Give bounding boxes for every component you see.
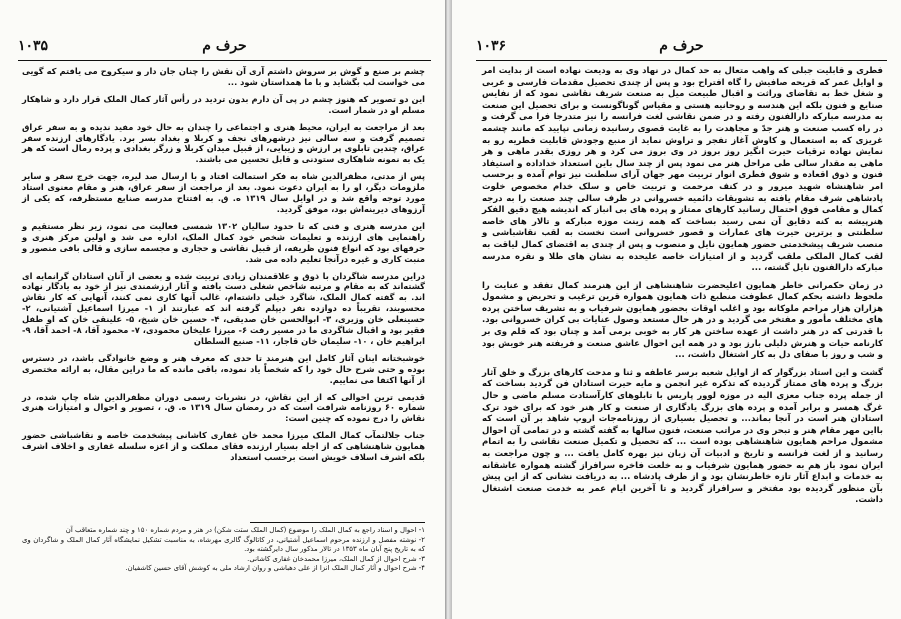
right-page-body [482, 66, 883, 513]
footnote-3: ۳- شرح احوال از کمال الملک، میرزا محمدخان غفاری کاشانی. [247, 554, 425, 563]
right-paragraph-3: گشت و این استاد بزرگوار که از اوایل شعبه برسر عاطفه و ثنا و مدحت کارهای بزرگ و خلق آثار بزرگ و پرده های ممتاز گردیده که تذکره غیر انجمن و مایه حیرت استادان فن گردید بساخت که از جمله پرده جناب معزی الیه در موزه لوور پاریس با تابلوهای کارآستادت مسلم ماضی و حال غرگ همسر و برابر آمده و پرده های بزرگ یادگاری از صنعت و کار هنر خود که برای خود ترک استادان هنر است در آنجا بماند... و تحصیل بسیاری از روزنامه‌جات اروپ شاهد بر آن است که بااین مهر مقام هنر و تبحر وی در مراتب صنعت، فنون سالها به گفته گشته و در تمامی آن احوال مشمول مراحم همایون شاهنشاهی بوده است ... که تحصیل و تکمیل صنعت نقاشی را به اتمام رسانید و از لغت فرانسه و تاریخ و ادبیات آن زبان نیز بهره کامل یافت ... و چون مراجعت به ایران نمود باز هم به حضور همایون شرفیاب و به خلعت فاخره سرافراز گشته همواره عاشقانه به خدمات و ابداع آثار تازه خاطرنشان بود و از طرف پادشاه ... به دریافت نشانی که از این پیش بآن منظور گردیده بود مفتخر و سرافراز گردید و تا آخرین ایام عمر به خدمت صنعت اشتغال داشت. [482, 367, 883, 506]
left-paragraph-4: پس از مدتی، مظفرالدین شاه به فکر استمالت افتاد و با ارسال صد لیره، جهت خرج سفر و سایر ملزومات دیگر، او را به ایران دعوت نمود. بعد از مراجعت از سفر عراق، هنر و مقام معنوی استاد مورد توجه واقع شد و در اوایل سال ۱۳۱۹ ه. ق. به افتتاح مدرسه صنایع مستظرفه، که یکی از آرزوهای دیرینه‌اش بود، موفق گردید. [22, 171, 425, 214]
footnote-1: ۱- احوال و اسناد راجع به کمال الملک را موضوع (کمال الملک ستت شکن) در هنر و مردم شماره ۱۵۰ و چند شماره متعاقب آن [65, 526, 425, 534]
left-running-title: حرف م [202, 38, 247, 54]
left-paragraph-2: این دو تصویر که هنوز چشم در پی آن دارم بدون تردید در رأس آثار کمال الملک قرار دارد و شاهکار مسلم او در شمار است. [22, 93, 425, 115]
left-page [0, 0, 445, 619]
right-running-title: حرف م [659, 38, 704, 54]
book-gutter [445, 0, 452, 619]
left-page-number: ۱۰۳۵ [18, 38, 49, 54]
left-header-rule [18, 60, 431, 61]
left-paragraph-3: بعد از مراجعت به ایران، محیط هنری و اجتماعی را چندان به حال خود مفید ندیده و به سفر عراق تصمیم گرفت و سه سالی نیز درشهرهای نجف و کربلا و بغداد بسر برد. یادگارهای ارزنده سفر عراق، چندین تابلوی پر ارزش و زیبایی، از قبیل میدان کربلا و زرگر بغدادی و پرده رمال است که هر یک به نمونه شاهکاری ستودنی و قابل تحسین می باشند. [22, 121, 425, 165]
left-paragraph-5: این مدرسه هنری و فنی که تا حدود سالیان ۱۳۰۲ شمسی فعالیت می نمود، زیر نظر مستقیم و راهنمایی های ارزنده و تعلیمات شخص خود کمال الملک، اداره می شد و اولین مرکز هنری و حرفهای بود که انواع فنون ظریفه، از قبیل نقاشی و حجاری و مجسمه سازی و قالی بافی منصور و منبت کاری و غیره درآنجا تعلیم داده می شد. [22, 220, 425, 264]
right-page [452, 0, 901, 619]
footnote-2: ۲- نوشته مفصل و ارزنده مرحوم اسماعیل آشتیانی، در کاتالوگ گالری مهرشاه، به مناسبت تشکیل نمایشگاه آثار کمال الملک و شاگردان وی که به تاریخ پنج آبان ماه ۱۳۵۳ در تالار مذکور سال دایرگشته بود. [22, 535, 425, 554]
left-paragraph-7: خوشبختانه اینان آثار کامل این هنرمند تا حدی که معرف هنر و وضع خانوادگی باشد، در دسترس بوده و حتی شرح حال خود را که شخصاً یاد نموده، باقی مانده که ما دراین مقال، به ارائه مختصری از آنها اکتفا می نماییم. [22, 352, 425, 385]
right-page-header [476, 38, 887, 58]
left-paragraph-8: قدیمی ترین احوالی که از این نقاش، در نشریات رسمی دوران مظفرالدین شاه چاپ شده، در شماره ۶۰ روزنامه شرافت است که در رمضان سال ۱۳۱۹ ه. ق. ، تصویر و احوال و امتیازات هنری نقاش را درج نموده که چنین است: [22, 391, 425, 424]
right-header-rule [476, 60, 887, 61]
left-page-header [18, 38, 431, 58]
left-paragraph-9: جناب جلالتمآب کمال الملک میرزا محمد خان غفاری کاشانی پیشخدمت خاصه و نقاشباشی حضور همایون شاهنشاهی که از اجله بسیار ارزنده فقای مملکت و از اعزه سلسله غفاری و اخلاف اشرف بلکه اشرف اسلاف خویش است برحسب استعداد [22, 430, 425, 463]
footnote-rule [250, 522, 425, 523]
left-paragraph-6: دراین مدرسه شاگردان با ذوق و علاقمندان زیادی تربیت شده و بعضی از آنان استادان گرانمایه ای گشته‌اند که به مقام و مرتبه شاخص شغلی دست یافته و آثار ارزشمندی نیز از خود به یادگار نهاده اند. به گفته کمال الملک، شاگرد خیلی داشته‌ام، غالب آنها کاری نمی کنند، آنهایی که کار نقاش محسوبند، تقریباً ده دوازده نفر دیپلم گرفته اند که عبارتند از ۱- میرزا اسماعیل آشتیانی، ۲- حسینعلی خان وزیری، ۳- ابوالحسن خان صدیقی، ۴- حسین خان شیخ، ۵- علینقی خان که او طفل فقیر بود و اقبال شاگردی ما در مسیر رفت ۶- میرزا علیخان محمودی، ۷- محمود آقا، ۸- احمد آقا، ۹- ابراهیم خان ، ۱۰- سلیمان خان قاجار، ۱۱- صنیع السلطان [22, 270, 425, 346]
right-page-number: ۱۰۳۶ [476, 38, 507, 54]
left-footnotes [22, 526, 425, 574]
left-paragraph-1: چشم بر صنع و گوش بر سروش داشتم آری آن نقش را چنان جان دار و سیکروح می یافتم که گویی می خواست لب بگشاید و با ما همداستان شود ... [22, 66, 425, 87]
footnote-4: ۴- شرح احوال و آثار کمال الملک انزا از علی دهباشی و روان ارشاد ملی به کوشش آقای حسین کاشفیان. [125, 564, 425, 573]
right-paragraph-2: در زمان حکمرانی خاطر همایون اعلیحضرت شاهنشاهی از این هنرمند کمال تفقد و عنایت را ملحوظ داشته بحکم کمال عطوفت منطبع ذات همایون همواره قرین ترغیب و تحریض و مشمول هزاران هزار مراحم ملوکانه بود و اغلب اوقات بحضور همایون شرفیاب و به تشریف ساختن پرده های مختلف مأمور و مفتخر می گردید و در هر حال مستعد وصول عنایات بی کران خسروانی بود. با قدرتی که در هنر داشت از عهده ساختن هر کار به خوبی برمی آمد و چنان بود که قلم وی بر کارنامه حیات و هنرش دلیلی بارز بود و در همه این احوال عاشق صنعت و فریفته هنر خویش بود و شب و روز با صفای دل به کار اشتغال داشت، ... [482, 280, 883, 361]
right-paragraph-1: فطری و قابلیت جبلی که واهب متعال به حد کمال در نهاد وی به ودیعت نهاده است از بدایت امر و اوایل عمر که قریحه صافیش را گاه افتراح بود و پس از چندی تحصیل مقدمات فارسی و عربی و شغل خط به تقاضای وراثت و اقبال طبیعت میل به صنعت شریف نقاشی نمود که از نفایس صنایع و فنون بلکه این هندسه و روحانیه هستی و مقیاس گوناگونست و برای تحصیل این صنعت به مدرسه مبارکه دارالفنون رفته و در ضمن نقاشی لغت فرانسه را نیز متدرجا فرا می گرفت و در راه کسب صنعت و هنر جدّ و مجاهدت را به غایت قصوی رسانیده زمانی نپایید که مانند چشمه غریزی که به استعمال و کاوش آغاز تفجر و تراوش نماید از منبع وجودش قابلیت فطریه رو به نمایش نهاده ترقیات حیرت انگیز روز بروز در وی بروز می کرد و هر روزی بقدر ماهی و هر ماهی به مقدار سالی طی مراحل هنر می نمود پس از چند سال باین استعداد خداداده و استیفاد فنون و ذوق اقعاده و شوق فطری انوار تربیت مهر جهان آرای سلطنت نیز توام آمده و برحسب امر شاهنشاه شهید میرور و در کنف مرحمت و تربیت خاص و سلک خدام مخصوص خلوت پادشاهی شرف مقام یافته به تشویقات دائمیه خسروانی در ظرف سالی چند صنعت را به درجه کمال و مقامی فوق احتمال رسانید کارهای ممتاز و پرده های بی انباز که اندیشه هیچ دقیق الفکر هنرپیشه به کنه دقایق آن نمی رسید بساخت که همه زینت موزه مبارکه و تالار های خاصه سلطنتی و برترین حیرت های عمارات و قصور خسروانی است نخست به لقب نقاشباشی و منصب شریف پیشخدمتی حضور همایون نایل و منصوب و پس از چندی به اقتضای کمال لیاقت به لقب کمال الملکی ملقب گردید و از امتیازات خاصه علیحده به نشان های طلا و نقره مدرسه مبارکه دارالفنون نایل گشته، ... [482, 66, 883, 274]
left-page-body [22, 66, 425, 469]
